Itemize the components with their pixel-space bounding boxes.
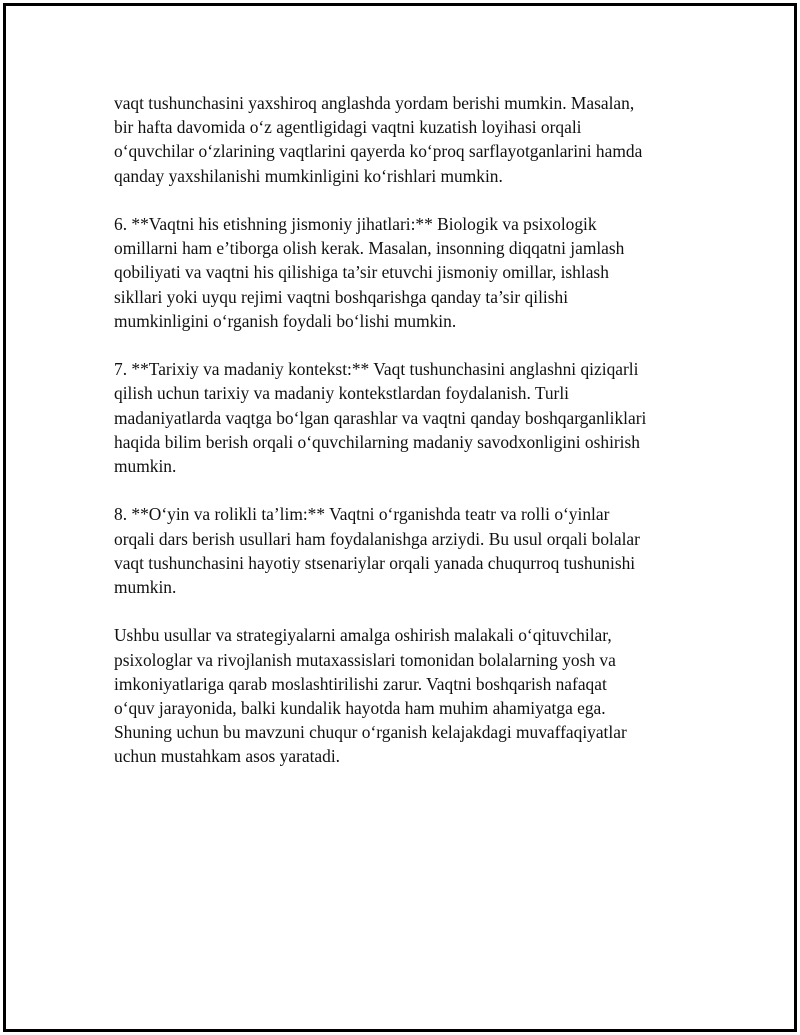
paragraph-item-8: 8. **O‘yin va rolikli ta’lim:** Vaqtni o‘rganishda teatr va rolli o‘yinlar orqali dars berish usullari ham foydalanishga arziydi. Bu usul orqali bolalar vaqt tushunchasini hayotiy stsenariylar orqali yanada chuqurroq tushunishi mumkin. <box>114 504 640 598</box>
paragraph-item-6: 6. **Vaqtni his etishning jismoniy jihatlari:** Biologik va psixologik omillarni ham e’tiborga olish kerak. Masalan, insonning diqqatni jamlash qobiliyati va vaqtni his qilishiga ta’sir etuvchi jismoniy omillar, ishlash sikllari yoki uyqu rejimi vaqtni boshqarishga qanday ta’sir qilishi mumkinligini o‘rganish foydali bo‘lishi mumkin. <box>114 214 625 331</box>
paragraph-intro-continuation: vaqt tushunchasini yaxshiroq anglashda yordam berishi mumkin. Masalan, bir hafta davomida o‘z agentligidagi vaqtni kuzatish loyihasi orqali o‘quvchilar o‘zlarining vaqtlarini qayerda ko‘proq sarflayotganlarini hamda qanday yaxshilanishi mumkinligini ko‘rishlari mumkin. <box>114 93 643 186</box>
paragraph-item-7: 7. **Tarixiy va madaniy kontekst:** Vaqt tushunchasini anglashni qiziqarli qilish uchun tarixiy va madaniy kontekstlardan foydalanish. Turli madaniyatlarda vaqtga bo‘lgan qarashlar va vaqtni qanday boshqarganliklari haqida bilim berish orqali o‘quvchilarning madaniy savodxonligini oshirish mumkin. <box>114 359 647 477</box>
document-body <box>114 91 704 793</box>
paragraph-conclusion: Ushbu usullar va strategiyalarni amalga oshirish malakali o‘qituvchilar, psixologlar va rivojlanish mutaxassislari tomonidan bolalarning yosh va imkoniyatlariga qarab moslashtirilishi zarur. Vaqtni boshqarish nafaqat o‘quv jarayonida, balki kundalik hayotda ham muhim ahamiyatga ega. Shuning uchun bu mavzuni chuqur o‘rganish kelajakdagi muvaffaqiyatlar uchun mustahkam asos yaratadi. <box>114 625 627 767</box>
